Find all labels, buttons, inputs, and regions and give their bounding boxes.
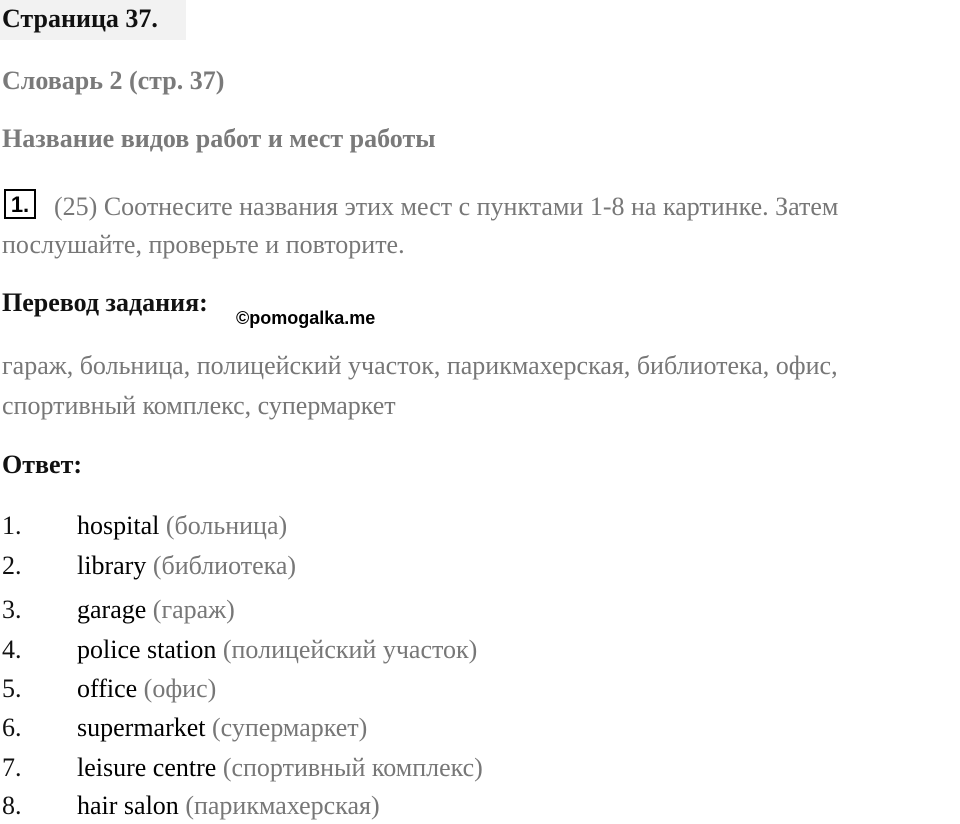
watermark: ©pomogalka.me bbox=[236, 308, 376, 328]
answer-number: 4. bbox=[2, 635, 22, 664]
answer-number: 7. bbox=[2, 753, 22, 782]
task-instruction bbox=[2, 188, 952, 264]
answer-number: 3. bbox=[2, 595, 22, 624]
translation-label: Перевод задания: bbox=[2, 288, 208, 317]
answer-number: 6. bbox=[2, 713, 22, 742]
task-number-box: 1. bbox=[4, 189, 36, 219]
section-title: Название видов работ и мест работы bbox=[2, 124, 436, 153]
answer-english: police station bbox=[77, 635, 217, 664]
answer-russian: (спортивный комплекс) bbox=[222, 753, 483, 782]
page-title: Страница 37. bbox=[2, 4, 158, 33]
task-text: (25) Соотнесите названия этих мест с пунктами 1-8 на картинке. Затем послушайте, проверьте и повторите. bbox=[2, 192, 839, 259]
answer-label: Ответ: bbox=[2, 450, 83, 479]
answer-russian: (библиотека) bbox=[152, 551, 297, 580]
answer-english: garage bbox=[77, 595, 147, 624]
answer-russian: (парикмахерская) bbox=[185, 791, 380, 820]
answer-english: supermarket bbox=[77, 713, 206, 742]
answer-number: 5. bbox=[2, 674, 22, 703]
answer-number: 8. bbox=[2, 791, 22, 820]
answer-russian: (полицейский участок) bbox=[222, 635, 478, 664]
answer-russian: (офис) bbox=[143, 674, 217, 703]
answer-number: 1. bbox=[2, 511, 22, 540]
answer-english: library bbox=[77, 551, 147, 580]
answer-russian: (больница) bbox=[165, 511, 288, 540]
answer-russian: (супермаркет) bbox=[212, 713, 368, 742]
answer-english: hospital bbox=[77, 511, 160, 540]
answer-english: office bbox=[77, 674, 138, 703]
translation-text: гараж, больница, полицейский участок, парикмахерская, библиотека, офис, спортивный комплекс, супермаркет bbox=[2, 351, 838, 420]
answer-english: hair salon bbox=[77, 791, 179, 820]
answer-russian: (гараж) bbox=[152, 595, 235, 624]
answer-english: leisure centre bbox=[77, 753, 217, 782]
answer-number: 2. bbox=[2, 551, 22, 580]
dictionary-title: Словарь 2 (стр. 37) bbox=[2, 66, 225, 95]
